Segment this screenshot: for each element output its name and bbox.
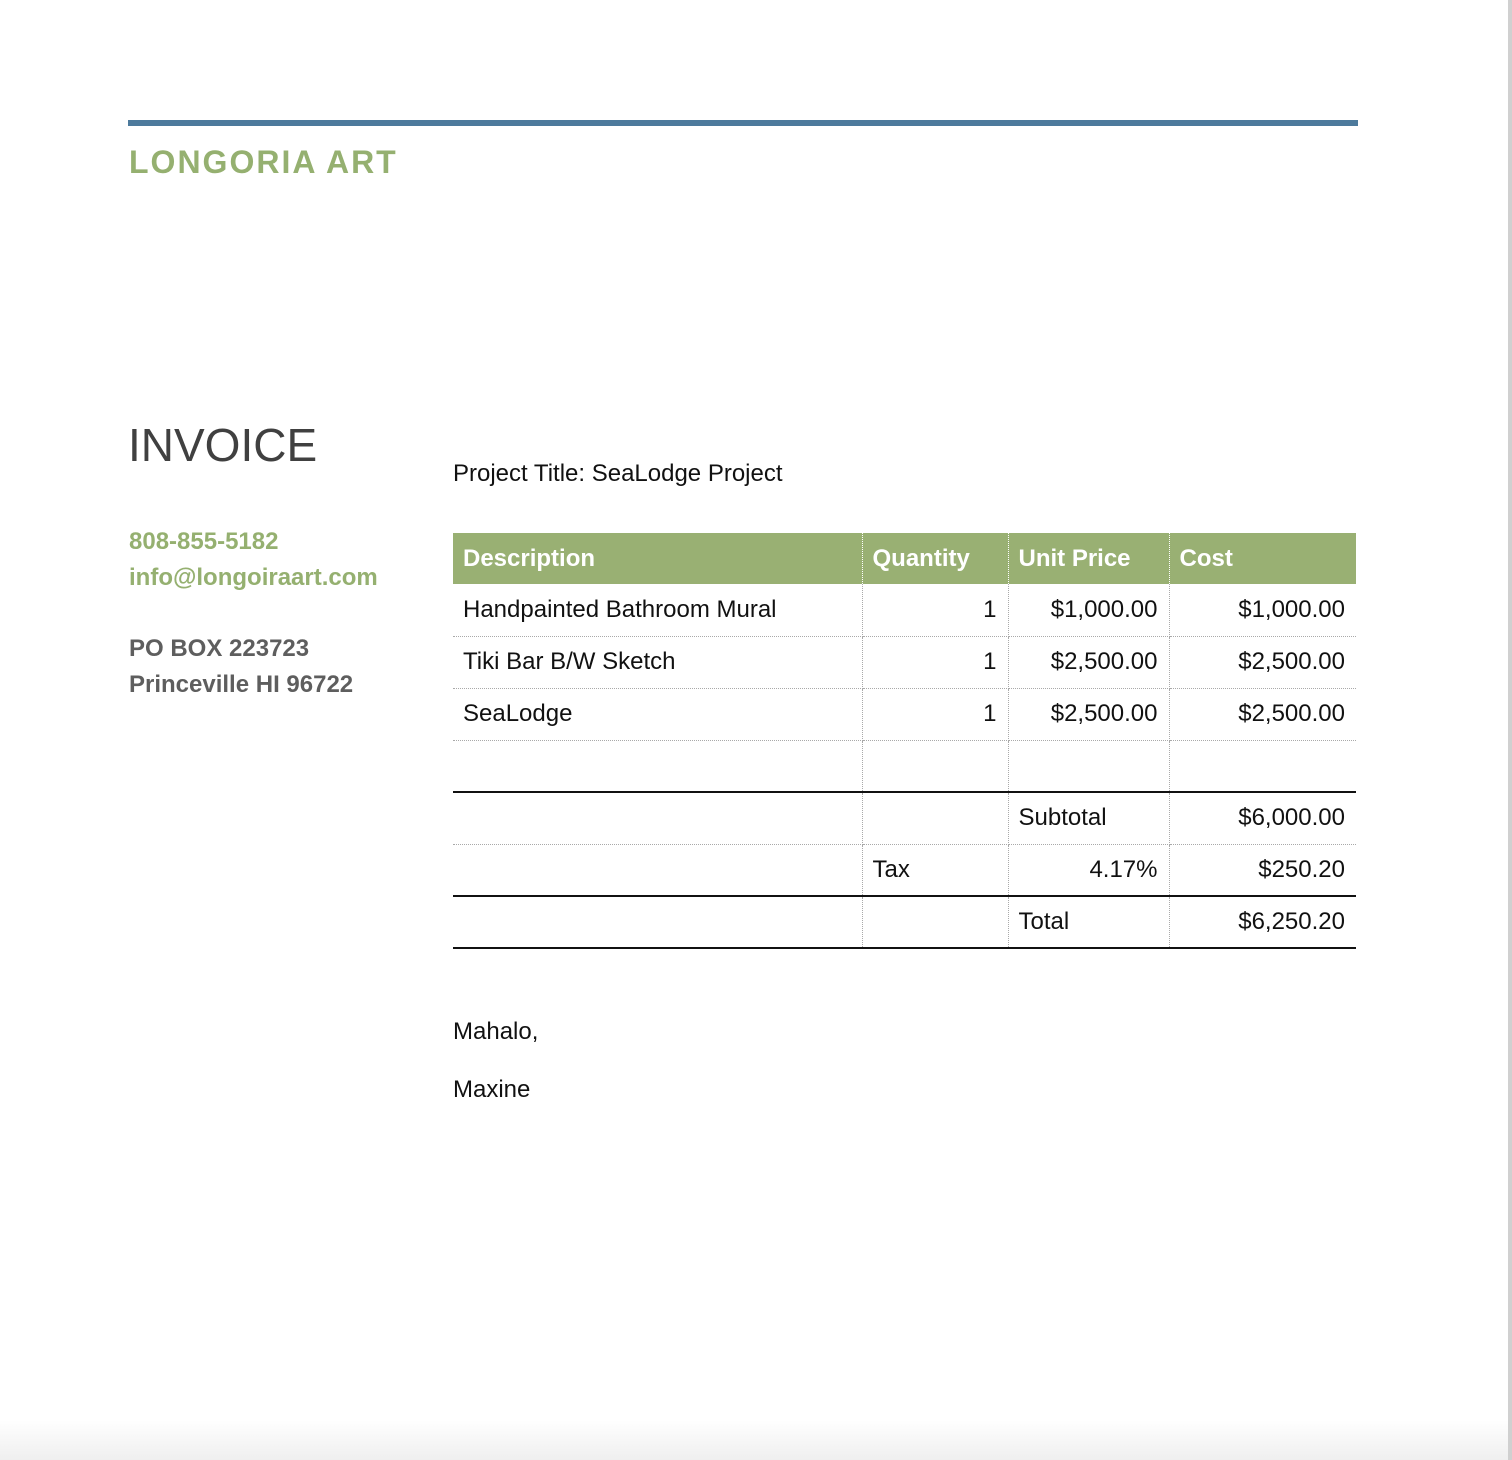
total-label: Total: [1008, 896, 1169, 948]
tax-rate: 4.17%: [1008, 844, 1169, 896]
subtotal-label: Subtotal: [1008, 792, 1169, 844]
subtotal-blank-1: [453, 792, 862, 844]
project-title: Project Title: SeaLodge Project: [453, 460, 783, 487]
column-header-unit-price: Unit Price: [1008, 533, 1169, 584]
total-blank-1: [453, 896, 862, 948]
closing-salutation: Mahalo,: [453, 1018, 539, 1045]
column-header-cost: Cost: [1169, 533, 1356, 584]
document-title: INVOICE: [128, 419, 318, 471]
invoice-table: [453, 533, 1356, 949]
window-right-edge: [1508, 0, 1512, 1460]
item-quantity: 1: [862, 636, 1008, 688]
table-row: [453, 636, 1356, 688]
item-quantity: 1: [862, 688, 1008, 740]
closing-signature: Maxine: [453, 1076, 531, 1103]
subtotal-value: $6,000.00: [1169, 792, 1356, 844]
item-unit-price: $2,500.00: [1008, 688, 1169, 740]
total-row: [453, 896, 1356, 948]
item-description: [453, 740, 862, 792]
brand-name: LONGORIA ART: [129, 144, 398, 180]
tax-value: $250.20: [1169, 844, 1356, 896]
tax-label: Tax: [862, 844, 1008, 896]
table-header-row: [453, 533, 1356, 584]
total-blank-2: [862, 896, 1008, 948]
header-rule: [128, 120, 1358, 126]
address-line-1: PO BOX 223723: [129, 635, 310, 662]
table-row: [453, 688, 1356, 740]
contact-email: info@longoiraart.com: [129, 564, 378, 591]
table-row-empty: [453, 740, 1356, 792]
item-quantity: [862, 740, 1008, 792]
subtotal-row: [453, 792, 1356, 844]
item-cost: $2,500.00: [1169, 688, 1356, 740]
item-cost: $1,000.00: [1169, 584, 1356, 636]
address-line-2: Princeville HI 96722: [129, 671, 354, 698]
item-unit-price: [1008, 740, 1169, 792]
item-description: Handpainted Bathroom Mural: [453, 584, 862, 636]
tax-blank: [453, 844, 862, 896]
item-description: SeaLodge: [453, 688, 862, 740]
item-description: Tiki Bar B/W Sketch: [453, 636, 862, 688]
page-bottom-shade: [0, 1420, 1508, 1460]
item-unit-price: $1,000.00: [1008, 584, 1169, 636]
column-header-description: Description: [453, 533, 862, 584]
subtotal-blank-2: [862, 792, 1008, 844]
item-cost: [1169, 740, 1356, 792]
item-cost: $2,500.00: [1169, 636, 1356, 688]
contact-phone: 808-855-5182: [129, 528, 279, 555]
item-quantity: 1: [862, 584, 1008, 636]
tax-row: [453, 844, 1356, 896]
total-value: $6,250.20: [1169, 896, 1356, 948]
item-unit-price: $2,500.00: [1008, 636, 1169, 688]
column-header-quantity: Quantity: [862, 533, 1008, 584]
table-row: [453, 584, 1356, 636]
